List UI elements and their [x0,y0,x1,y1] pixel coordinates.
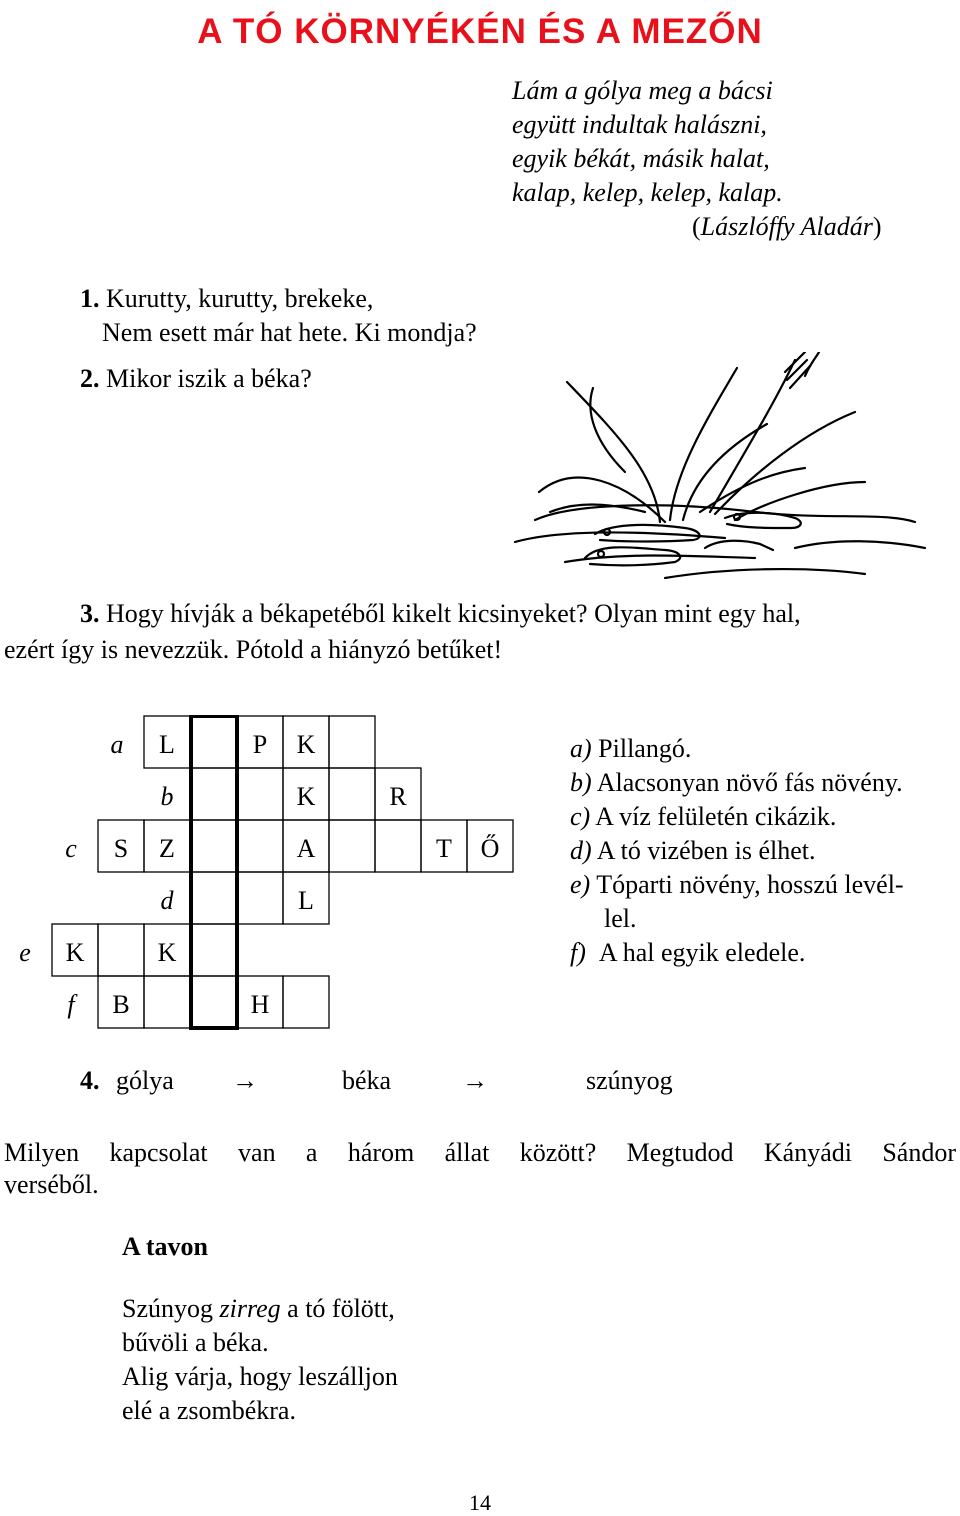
clue-item: lel. [604,904,637,933]
poem-line: együtt indultak halászni, [512,110,767,139]
crossword-cell: A [296,834,316,863]
crossword-cell: K [157,938,177,967]
clue-label-d: d [160,886,174,915]
clue-label-b: b [160,782,174,811]
poem-title: A tavon [122,1232,208,1261]
clue-item: d) A tó vizében is élhet. [570,836,816,865]
crossword-clues [570,732,904,970]
clue-label-c: c [65,834,77,863]
poem-author: (Lászlóffy Aladár) [692,212,882,241]
intro-poem [512,74,882,244]
page-number: 14 [469,1490,491,1515]
clue-label-f: f [67,990,75,1019]
clue-item: c) A víz felületén cikázik. [570,802,837,831]
poem-line: Lám a gólya meg a bácsi [512,76,773,105]
clue-label-e: e [19,938,31,967]
poem-a-tavon: Szúnyog zirreg a tó fölött, bűvöli a béka. Alig várja, hogy leszálljon elé a zsombékra. [122,1294,398,1425]
crossword-cell: Z [159,834,175,863]
crossword-cell: L [159,730,175,759]
clue-label-a: a [110,730,124,759]
poem-line: egyik békát, másik halat, [512,144,770,173]
crossword-cell: T [436,834,452,863]
clue-item: e) Tóparti növény, hosszú levél- [570,870,904,899]
crossword-cell: Ő [480,834,500,863]
crossword-cell: K [296,730,316,759]
poem-line: kalap, kelep, kelep, kalap. [512,178,783,207]
question-5-line1: Milyen kapcsolat van a három állat között? Megtudod Kányádi Sándor [4,1138,956,1167]
question-2: 2. Mikor iszik a béka? [80,364,312,393]
question-3: 3. Hogy hívják a békapetéből kikelt kicsinyeket? Olyan mint egy hal, ezért így is nevezzük. Pótold a hiányzó betűket! [4,599,801,664]
page-title: A TÓ KÖRNYÉKÉN ÉS A MEZŐN [197,12,763,51]
arrow-icon: → [462,1066,488,1095]
question-5-line2: verséből. [4,1170,99,1199]
crossword-cell: K [296,782,316,811]
crossword-cell: R [389,782,407,811]
crossword-cell: K [65,938,85,967]
crossword-cell: P [252,730,268,759]
arrow-icon: → [232,1066,258,1095]
crossword-cell: L [298,886,314,915]
frogs-in-pond-illustration [505,352,945,584]
clue-item: a) Pillangó. [570,734,692,763]
question-4: 4. gólya → béka → szúnyog [80,1066,673,1095]
crossword-cell: B [112,990,130,1019]
crossword-cell: H [250,990,270,1019]
crossword-cell: S [113,834,129,863]
question-1: 1. Kurutty, kurutty, brekeke, Nem esett már hat hete. Ki mondja? [80,284,477,347]
clue-item: f) A hal egyik eledele. [570,938,806,967]
clue-item: b) Alacsonyan növő fás növény. [570,768,903,797]
